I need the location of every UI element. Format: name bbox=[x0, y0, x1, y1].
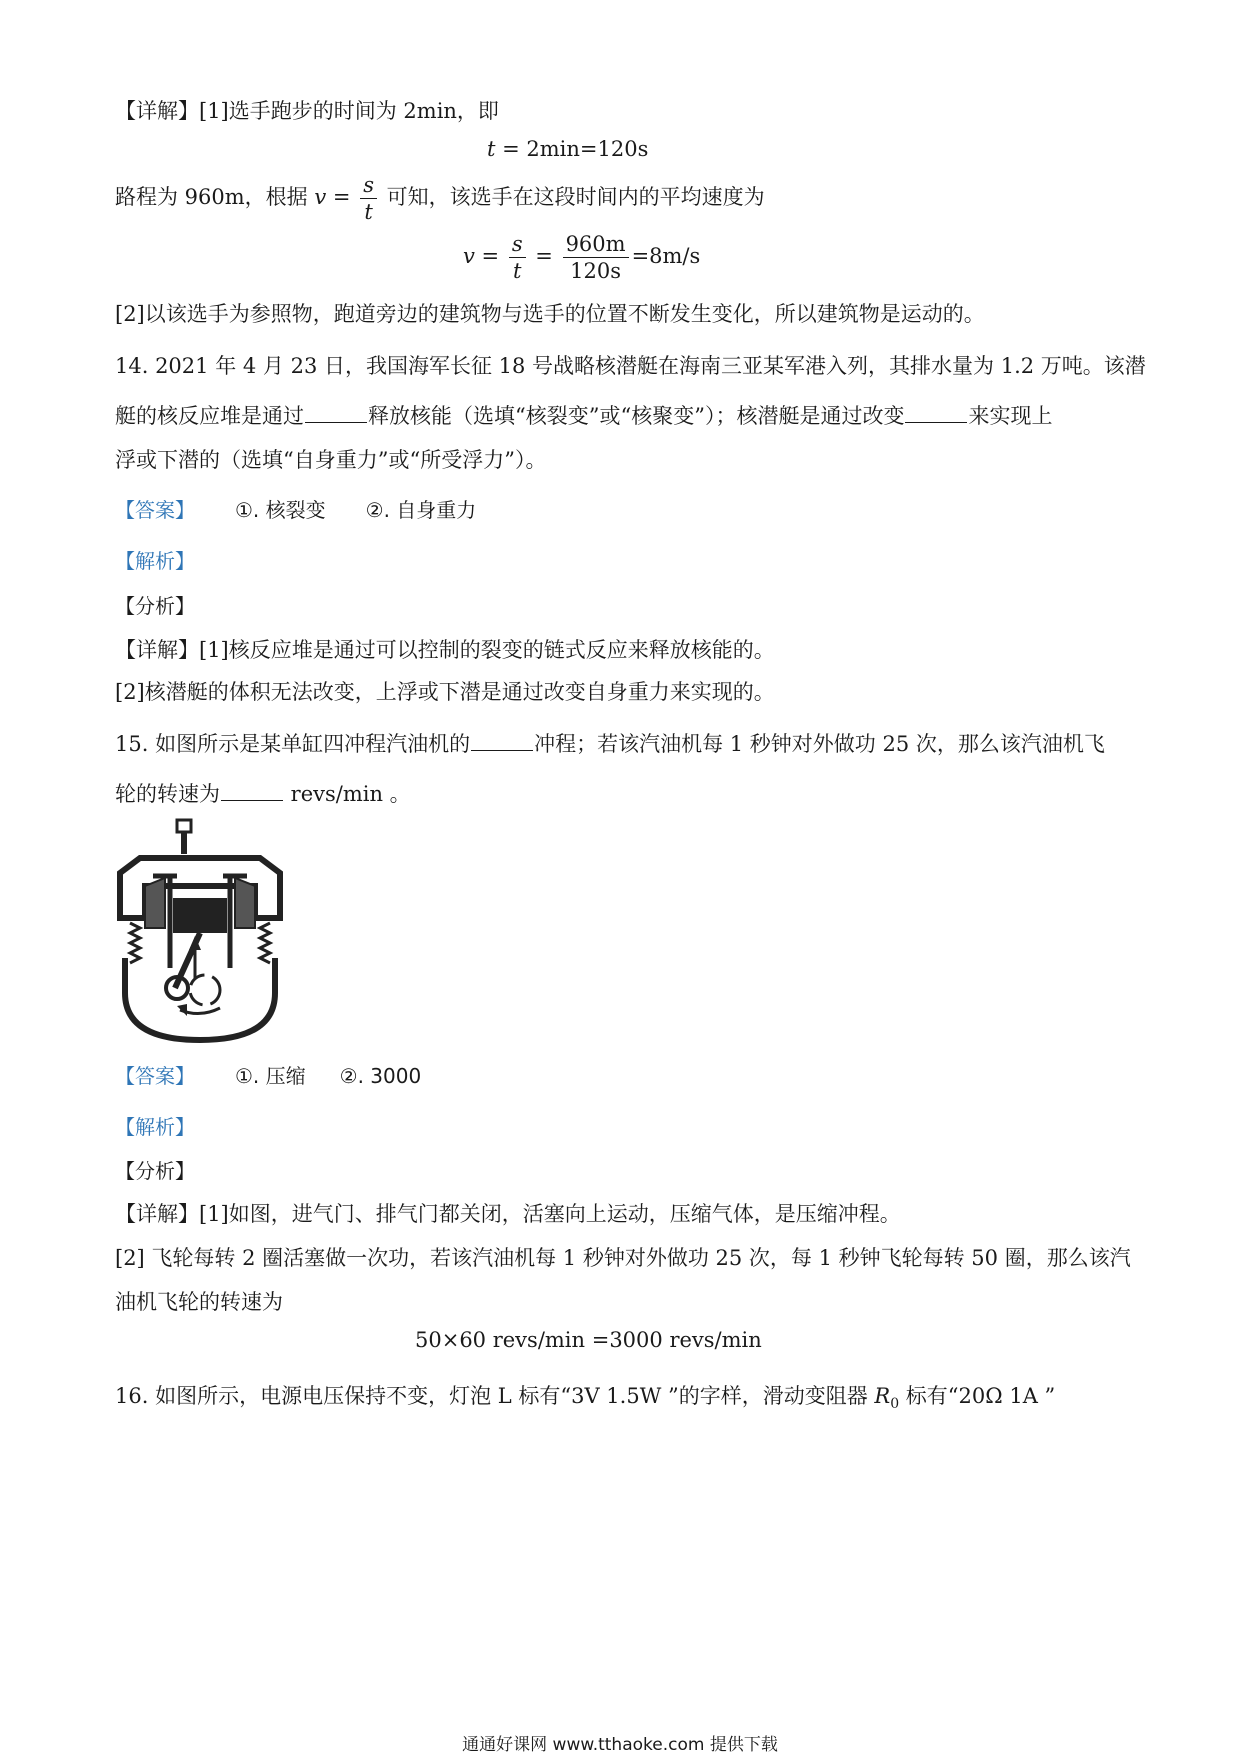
q13-detail-line2 bbox=[115, 172, 765, 225]
denominator: t bbox=[512, 259, 522, 283]
equation-rest: = 2min=120s bbox=[495, 137, 649, 161]
q14-detail-2: [2]核潜艇的体积无法改变，上浮或下潜是通过改变自身重力来实现的。 bbox=[115, 680, 775, 704]
engine-compression-stroke-figure bbox=[115, 818, 285, 1043]
numerator: s bbox=[360, 172, 377, 199]
q14-fenxi-label: 【分析】 bbox=[115, 594, 195, 618]
q15-detail-3: 油机飞轮的转速为 bbox=[115, 1290, 283, 1314]
q13-detail-line1 bbox=[115, 95, 499, 125]
q14-stem-line3: 浮或下潜的（选填“自身重力”或“所受浮力”）。 bbox=[115, 448, 547, 472]
equals: = bbox=[474, 244, 506, 268]
q13-equation-1 bbox=[487, 137, 648, 161]
q14-analysis-label: 【解析】 bbox=[115, 549, 195, 573]
answer-blank bbox=[471, 732, 533, 751]
text: 可知，该选手在这段时间内的平均速度为 bbox=[379, 185, 765, 209]
equals: = bbox=[326, 185, 358, 209]
q15-stem-line2 bbox=[115, 778, 411, 808]
detail-label: 【详解】 bbox=[115, 99, 199, 123]
answer-label: 【答案】 bbox=[115, 1064, 195, 1088]
text: 路程为 960m，根据 bbox=[115, 185, 315, 209]
resistor-subscript: 0 bbox=[890, 1396, 900, 1413]
text: 冲程；若该汽油机每 1 秒钟对外做功 25 次，那么该汽油机飞 bbox=[534, 732, 1105, 756]
velocity-symbol: v bbox=[314, 185, 327, 209]
text: 16. 如图所示，电源电压保持不变，灯泡 L 标有“3V 1.5W ”的字样，滑动变阻器 bbox=[115, 1384, 875, 1408]
answer-1: ①. 核裂变 bbox=[235, 498, 326, 522]
fraction-s-over-t bbox=[360, 172, 377, 225]
answer-label: 【答案】 bbox=[115, 498, 195, 522]
q15-fenxi-label: 【分析】 bbox=[115, 1159, 195, 1183]
answer-blank bbox=[905, 404, 967, 423]
numerator: s bbox=[509, 231, 526, 258]
q14-stem-line1: 14. 2021 年 4 月 23 日，我国海军长征 18 号战略核潜艇在海南三亚某军港入列，其排水量为 1.2 万吨。该潜 bbox=[115, 354, 1146, 378]
resistor-symbol: R bbox=[874, 1384, 891, 1408]
q15-answer bbox=[115, 1060, 421, 1089]
q16-stem-line1 bbox=[115, 1380, 1055, 1412]
page-footer: 通通好课网 www.tthaoke.com 提供下载 bbox=[462, 1735, 778, 1755]
text: 来实现上 bbox=[968, 404, 1053, 428]
q15-analysis-label: 【解析】 bbox=[115, 1115, 195, 1139]
q14-stem-line2 bbox=[115, 400, 1052, 430]
q15-formula: 50×60 revs/min =3000 revs/min bbox=[415, 1328, 762, 1352]
denominator: t bbox=[364, 200, 373, 224]
text: 15. 如图所示是某单缸四冲程汽油机的 bbox=[115, 732, 471, 756]
q15-stem-line1 bbox=[115, 728, 1105, 758]
detail-text: [1]选手跑步的时间为 2min，即 bbox=[199, 99, 499, 123]
equation-var-t: t bbox=[487, 137, 496, 161]
text: 释放核能（选填“核裂变”或“核聚变”）；核潜艇是通过改变 bbox=[368, 404, 905, 428]
text: 标有“20Ω 1A ” bbox=[899, 1384, 1056, 1408]
answer-blank bbox=[305, 404, 367, 423]
text: 艇的核反应堆是通过 bbox=[115, 404, 304, 428]
answer-1: ①. 压缩 bbox=[235, 1064, 306, 1088]
text: 轮的转速为 bbox=[115, 782, 220, 806]
equation-var-v: v bbox=[463, 244, 475, 268]
fraction-values bbox=[563, 231, 629, 284]
equation-result: =8m/s bbox=[631, 244, 701, 268]
fraction-s-over-t bbox=[509, 231, 526, 284]
q14-answer bbox=[115, 494, 476, 523]
q15-detail-2: [2] 飞轮每转 2 圈活塞做一次功，若该汽油机每 1 秒钟对外做功 25 次，每 1 秒钟飞轮每转 50 圈，那么该汽 bbox=[115, 1246, 1131, 1270]
numerator: 960m bbox=[563, 231, 629, 258]
answer-blank bbox=[221, 782, 283, 801]
equals: = bbox=[528, 244, 560, 268]
q15-detail-1: 【详解】[1]如图，进气门、排气门都关闭，活塞向上运动，压缩气体，是压缩冲程。 bbox=[115, 1202, 901, 1226]
q13-equation-2 bbox=[463, 231, 700, 284]
answer-2: ②. 3000 bbox=[339, 1064, 422, 1088]
q13-detail-line3: [2]以该选手为参照物，跑道旁边的建筑物与选手的位置不断发生变化，所以建筑物是运动的。 bbox=[115, 302, 985, 326]
text: revs/min 。 bbox=[284, 782, 411, 806]
answer-2: ②. 自身重力 bbox=[365, 498, 477, 522]
denominator: 120s bbox=[570, 259, 621, 283]
q14-detail-1: 【详解】[1]核反应堆是通过可以控制的裂变的链式反应来释放核能的。 bbox=[115, 638, 775, 662]
